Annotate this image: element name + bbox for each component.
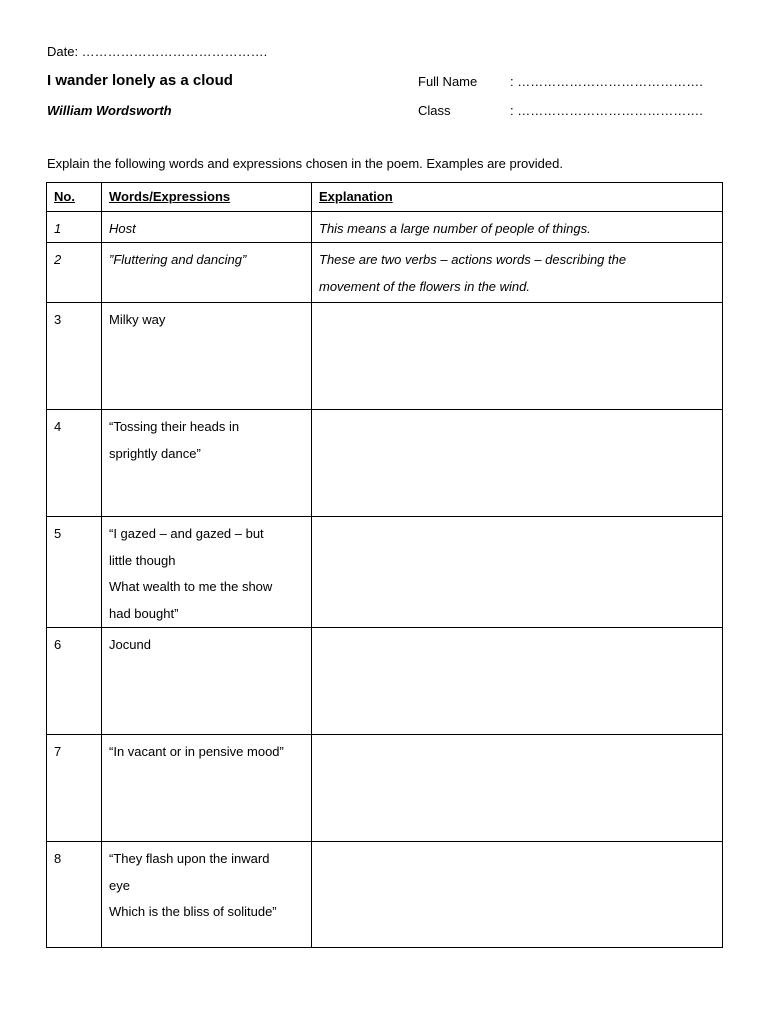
class-label: Class	[418, 103, 451, 118]
header-expression: Words/Expressions	[102, 183, 312, 212]
poem-author: William Wordsworth	[47, 103, 172, 118]
explanation-line: This means a large number of people of things.	[319, 220, 591, 236]
explanation-cell[interactable]	[312, 628, 723, 735]
explanation-cell[interactable]	[312, 735, 723, 842]
explanation-line: These are two verbs – actions words – describing the	[319, 252, 627, 267]
full-name-label: Full Name	[418, 74, 478, 89]
expression-line: Jocund	[109, 637, 151, 652]
expression-line: “They flash upon the inward	[109, 851, 270, 866]
date-field: Date: …………………………………….	[47, 44, 268, 59]
explanation-cell	[312, 243, 723, 303]
expression-line: “In vacant or in pensive mood”	[109, 744, 284, 759]
expression-line: eye	[109, 877, 130, 893]
table-row	[47, 517, 723, 628]
row-number: 7	[47, 735, 102, 842]
expression-line: “Tossing their heads in	[109, 419, 240, 434]
expression-cell	[102, 628, 312, 735]
table-row	[47, 735, 723, 842]
expression-cell	[102, 842, 312, 948]
expression-cell	[102, 517, 312, 628]
row-number: 4	[47, 410, 102, 517]
row-number: 3	[47, 303, 102, 410]
table-row	[47, 211, 723, 243]
row-number: 8	[47, 842, 102, 948]
expression-line: had bought”	[109, 605, 179, 621]
header-no: No.	[47, 183, 102, 212]
expression-line: “I gazed – and gazed – but	[109, 526, 264, 541]
expression-line: Milky way	[109, 312, 166, 327]
expression-cell	[102, 211, 312, 243]
explanation-line: movement of the flowers in the wind.	[319, 278, 530, 294]
row-number: 1	[47, 211, 102, 243]
expression-line: ”Fluttering and dancing”	[109, 252, 247, 267]
instructions: Explain the following words and expressions chosen in the poem. Examples are provided.	[47, 156, 563, 171]
explanation-cell	[312, 211, 723, 243]
expression-line: Which is the bliss of solitude”	[109, 904, 277, 919]
expression-line: What wealth to me the show	[109, 579, 273, 594]
row-number: 5	[47, 517, 102, 628]
expression-cell	[102, 303, 312, 410]
expression-line: Host	[109, 220, 136, 236]
expression-cell	[102, 410, 312, 517]
header-explanation: Explanation	[312, 183, 723, 212]
table-row	[47, 628, 723, 735]
explanation-cell[interactable]	[312, 303, 723, 410]
table-row	[47, 243, 723, 303]
table-row	[47, 303, 723, 410]
full-name-field: : …………………………………….	[510, 74, 703, 89]
table-row	[47, 410, 723, 517]
expression-line: little though	[109, 552, 176, 568]
row-number: 6	[47, 628, 102, 735]
expression-line: sprightly dance”	[109, 445, 201, 461]
poem-title: I wander lonely as a cloud	[47, 72, 233, 89]
table-row	[47, 842, 723, 948]
row-number: 2	[47, 243, 102, 303]
expression-cell	[102, 243, 312, 303]
explanation-cell[interactable]	[312, 842, 723, 948]
expression-cell	[102, 735, 312, 842]
explanation-cell[interactable]	[312, 517, 723, 628]
table-header-row	[47, 183, 723, 212]
worksheet-table	[46, 182, 723, 948]
class-field: : …………………………………….	[510, 103, 703, 118]
explanation-cell[interactable]	[312, 410, 723, 517]
